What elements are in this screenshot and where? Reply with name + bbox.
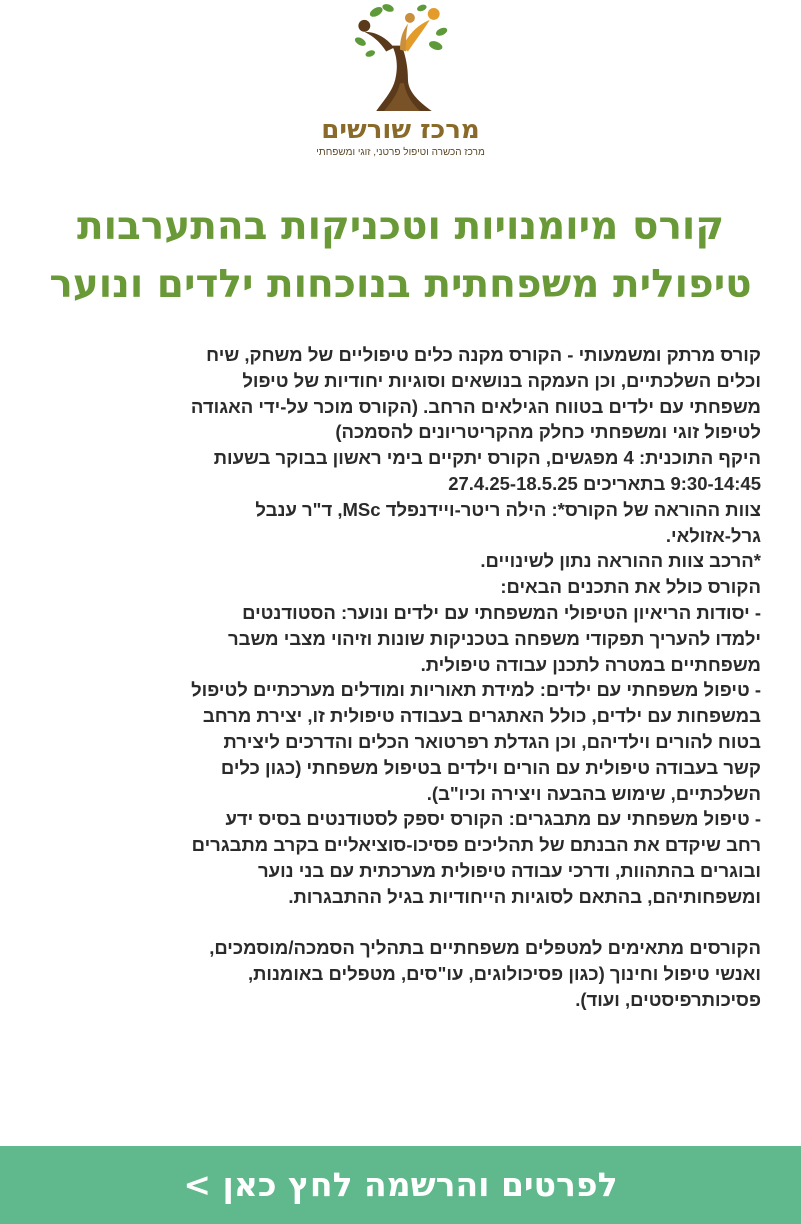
- contents-intro-line: הקורס כולל את התכנים הבאים:: [500, 576, 761, 598]
- contents-intro: [39, 574, 761, 600]
- content-item-line: רחב שיקדם את הבנתם של תהליכים פסיכו-סוציאליים בקרב מתבגרים: [191, 834, 761, 856]
- content-item-line: במשפחות עם ילדים, כולל האתגרים בעבודה טיפולית זו, יצירת מרחב: [202, 705, 761, 727]
- content-item-line: השלכתיים, שימוש בהבעה ויצירה וכיו"ב).: [426, 782, 761, 804]
- intro-line: וכלים השלכתיים, וכן העמקה בנושאים וסוגיות יחודיות של טיפול: [242, 369, 761, 391]
- content-item-line: בטוח להורים וילדיהם, וכן הגדלת רפרטואר הכלים והדרכים ליצירת: [223, 730, 761, 752]
- logo-tagline: מרכז הכשרה וטיפול פרטני, זוגי ומשפחתי: [316, 147, 485, 158]
- content-item-line: ובוגרים בהתהוות, ודרכי עבודה טיפולית מערכתית עם בני נוער: [257, 859, 761, 881]
- content-item-interview: [39, 600, 761, 677]
- scope-line: 9:30-14:45 בתאריכים 27.4.25-18.5.25: [448, 472, 761, 494]
- register-button[interactable]: [0, 1146, 801, 1224]
- scope-line: היקף התוכנית: 4 מפגשים, הקורס יתקיים בימי ראשון בבוקר בשעות: [213, 447, 761, 469]
- content-item-line: משפחתיים במטרה לתכנן עבודה טיפולית.: [420, 653, 761, 675]
- page-title: [20, 198, 781, 314]
- content-item-line: - טיפול משפחתי עם מתבגרים: הקורס יספק לסטודנטים בסיס ידע: [225, 808, 761, 830]
- audience-line: ואנשי טיפול וחינוך (כגון פסיכולוגים, עו"סים, מטפלים באומנות,: [247, 963, 761, 985]
- content-item-line: ומשפחותיהם, בהתאם לסוגיות הייחודיות בגיל ההתבגרות.: [288, 885, 761, 907]
- course-description: [39, 342, 761, 1013]
- intro-line: משפחתי עם ילדים בטווח הגילאים הרחב. (הקורס מוכר על-ידי האגודה: [190, 395, 761, 417]
- staff-note-line: *הרכב צוות ההוראה נתון לשינויים.: [480, 550, 761, 572]
- audience-line: פסיכותרפיסטים, ועוד).: [575, 988, 761, 1010]
- intro-line: לטיפול זוגי ומשפחתי כחלק מהקריטריונים להסמכה): [335, 421, 761, 443]
- page-title-line-2: טיפולית משפחתית בנוכחות ילדים ונוער: [49, 262, 752, 307]
- staff-note: [39, 548, 761, 574]
- content-item-line: ילמדו להעריך תפקודי משפחה בטכניקות שונות וזיהוי מצבי משבר: [227, 627, 761, 649]
- staff-line: צוות ההוראה של הקורס*: הילה ריטר-ויידנפלד MSc, ד"ר ענבל: [255, 498, 761, 520]
- page-title-line-1: קורס מיומנויות וטכניקות בהתערבות: [76, 204, 725, 249]
- tree-people-logo-icon: [346, 2, 456, 113]
- content-item-adolescents: [39, 806, 761, 909]
- content-item-line: - טיפול משפחתי עם ילדים: למידת תאוריות ומודלים מערכתיים לטיפול: [191, 679, 761, 701]
- logo-name: מרכז שורשים: [321, 115, 480, 145]
- staff-paragraph: [39, 497, 761, 549]
- register-button-label: לפרטים והרשמה לחץ כאן >: [183, 1165, 618, 1204]
- content-item-line: קשר בעבודה טיפולית עם הורים וילדים בטיפול משפחתי (כגון כלים: [220, 756, 761, 778]
- content-item-line: - יסודות הריאיון הטיפולי המשפחתי עם ילדים ונוער: הסטודנטים: [242, 601, 761, 623]
- intro-paragraph: [39, 342, 761, 445]
- scope-paragraph: [39, 445, 761, 497]
- logo: [0, 0, 801, 160]
- staff-line: גרל-אזולאי.: [665, 524, 761, 546]
- intro-line: קורס מרתק ומשמעותי - הקורס מקנה כלים טיפוליים של משחק, שיח: [206, 344, 761, 365]
- paragraph-gap: [39, 910, 761, 936]
- content-item-children: [39, 677, 761, 806]
- audience-paragraph: [39, 935, 761, 1012]
- audience-line: הקורסים מתאימים למטפלים משפחתיים בתהליך הסמכה/מוסמכים,: [209, 937, 761, 959]
